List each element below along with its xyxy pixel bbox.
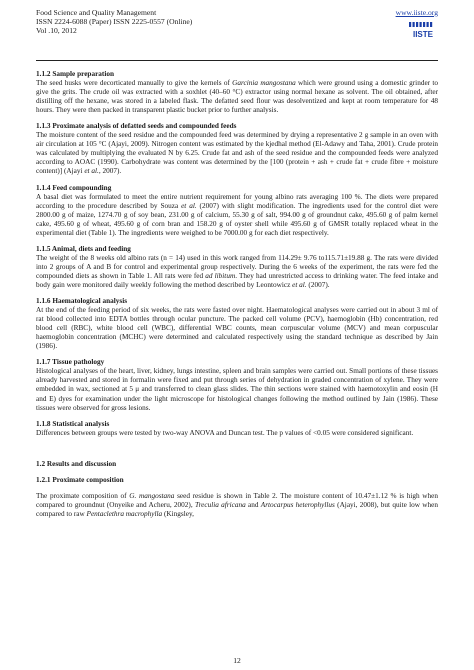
journal-header [36,8,192,36]
svg-text:IISTE: IISTE [412,30,434,39]
journal-website [396,8,438,17]
journal-issn: ISSN 2224-6088 (Paper) ISSN 2225-0557 (Online) [36,17,193,27]
paragraph-sample-preparation: The seed husks were decorticated manually to give the kernels of Garcinia mangostana which were ground using a domestic grinder to give the grits. The crude oil was extracted with a soxhlet (40–60 °C) extractor using normal hexane as solvent. The oil obtained, after distilling off the hexane, was stored in a labeled flask. The defatted seed flour was desolventized and kept at room temperature for 48 hours. They were then packed in transparent plastic bucket prior to further analysis. [36,79,438,115]
journal-name: Food Science and Quality Management [36,8,157,17]
paragraph-proximate-analysis: The moisture content of the seed residue and the compounded feed was determined by drying a representative 2 g sample in an oven with air circulation at 105 °C (Ajayi, 2009). Nitrogen content was estimated by the kjedhal method (El-Adawy and Taha, 2001). Crude protein was calculated by multiplying the evaluated N by 6.25. Crude fat and ash of the seed residue and the compounded feeds were analyzed according to AOAC (1990). Carbohydrate was content was determined by the [100 (protein + ash + crude fat + crude fibre + moisture content)] (Ajayi et al., 2007). [36,131,438,176]
article-body [36,70,438,519]
website-link[interactable]: www.iiste.org [395,8,438,17]
paragraph-haematological: At the end of the feeding period of six weeks, the rats were fasted over night. Haematological analyses were carried out in about 3 ml of rat blood collected into EDTA bottles through ocular puncture. The packed cell volume (PCV), haemoglobin (Hb) concentration, red blood cell (RBC), white blood cell (WBC), differential WBC counts, mean corpuscular volume (MCV) and mean corpuscular haemoglobin concentration (MCHC) were determined and calculated respectively using the standard technique as described by Jain (1986). [36,306,438,351]
header-divider [36,60,438,61]
paragraph-statistical-analysis: Differences between groups were tested by two-way ANOVA and Duncan test. The p values of <0.05 were considered significant. [36,428,414,437]
page-number: 12 [233,656,241,665]
paragraph-feed-compounding: A basal diet was formulated to meet the entire nutrient requirement for young albino rats averaging 100 %. The diets were prepared according to the procedure described by Souza et al. (2007) with slight modification. The ingredients used for the control diet were 2800.00 g of maize, 1274.70 g of soy bean, 231.00 g of calcium, 55.30 g of salt, 994.00 g of groundnut cake, 495.60 g of palm kernel cake, 495.60 g of wheat, 495.60 g of corn bran and 158.20 g of oyster shell while 495.60 g of GMSR totally replaced wheat in the experimental diet (Table 1). The ingredients were weighed to be 7000.00 g for each diet respectively. [36,192,438,237]
section-heading-tissue-pathology: 1.1.7 Tissue pathology [36,358,105,367]
paragraph-animal-diets: The weight of the 8 weeks old albino rats (n = 14) used in this work ranged from 114.29± 9.76 to115.71±19.88 g. The rats were divided into 2 groups of A and B for control and experimental group respectively. During the 6 weeks of the experiment, the rats were fed the compounded diets as shown in Table 1. All rats were fed ad libitum. They had unrestricted access to drinking water. The feed intake and body gain were monitored daily weekly following the method described by Leontowicz et al. (2007). [36,253,438,289]
journal-volume: Vol .10, 2012 [36,26,77,36]
paragraph-proximate-composition: The proximate composition of G. mangostana seed residue is shown in Table 2. The moisture content of 10.47±1.12 % is high when compared to groundnut (Onyeike and Acheru, 2002), Treculia africana and Artocarpus heterophyllus (Ajayi, 2008), but quite low when compared to raw Pentaclethra macrophylla (Kingsley, [36,491,438,518]
section-heading-proximate-analysis: 1.1.3 Proximate analysis of defatted seeds and compounded feeds [36,122,237,131]
iiste-logo-icon [408,21,438,39]
section-heading-haematological: 1.1.6 Haematological analysis [36,297,128,306]
section-heading-results: 1.2 Results and discussion [36,459,117,468]
paragraph-tissue-pathology: Histological analyses of the heart, liver, kidney, lungs intestine, spleen and brain samples were carried out. Small portions of these tissues already harvested and stored in formalin were fixed and put through series of dehydration in graded concentration of xylene. They were embedded in wax, sectioned at 5 μ and transferred to clean glass slides. The thin sections were stained with haemotoxylin and eosin (H and E) dyes for examination under the light microscope for histological changes following the method outlined by Jain (1986). These tissues were observed for gross lesions. [36,367,438,412]
section-heading-sample-preparation: 1.1.2 Sample preparation [36,70,115,78]
section-heading-feed-compounding: 1.1.4 Feed compounding [36,183,112,192]
section-heading-statistical-analysis: 1.1.8 Statistical analysis [36,419,110,428]
section-heading-animal-diets: 1.1.5 Animal, diets and feeding [36,244,131,253]
section-heading-proximate-composition: 1.2.1 Proximate composition [36,475,124,484]
